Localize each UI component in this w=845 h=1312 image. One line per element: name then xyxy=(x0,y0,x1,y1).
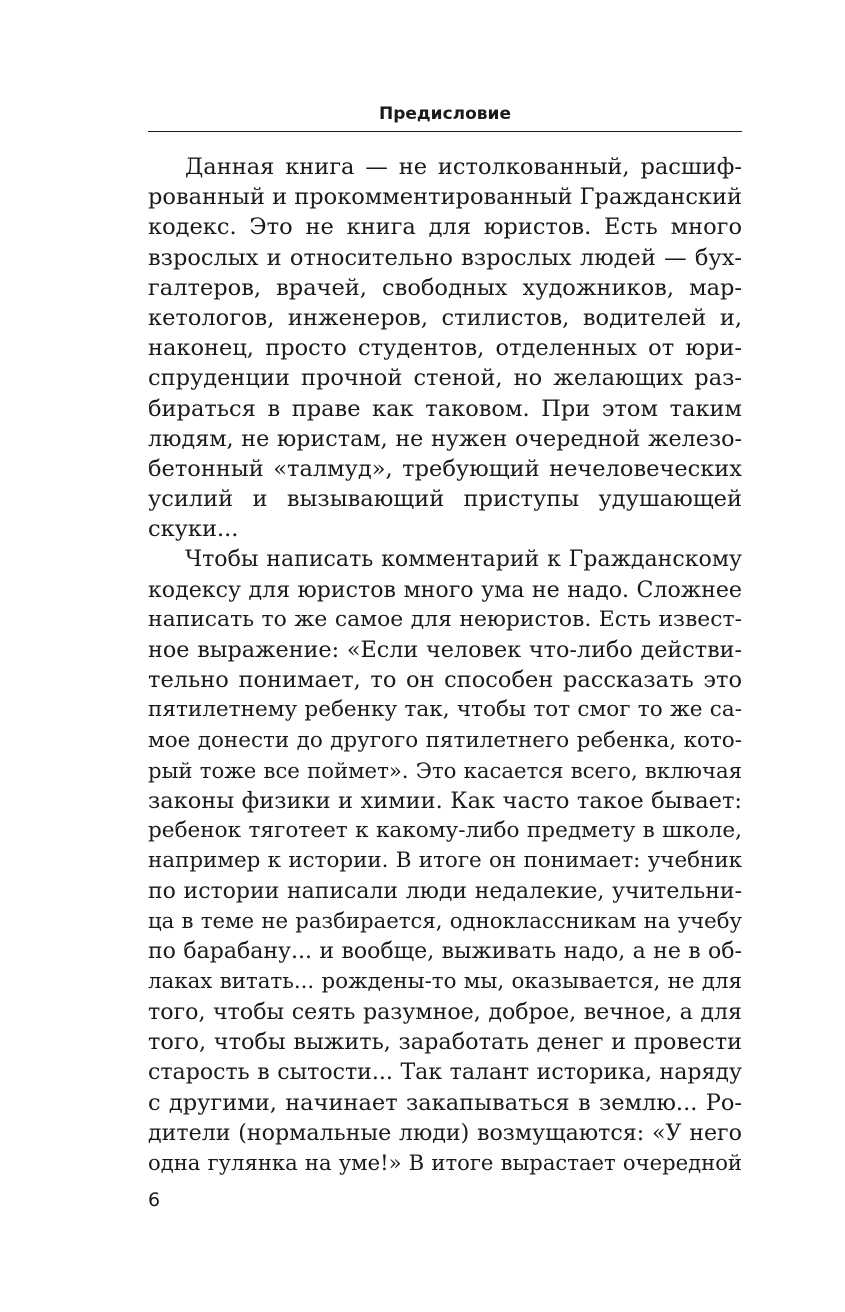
text-line: Данная книга — не истолкованный, расшиф- xyxy=(185,154,742,180)
text-line: написать то же самое для неюристов. Есть извест- xyxy=(148,606,742,632)
text-line: спруденции прочной стеной, но желающих раз- xyxy=(148,365,742,392)
text-line: Чтобы написать комментарий к Гражданскому xyxy=(185,546,742,573)
text-line: по барабану... и вообще, выживать надо, а не в об- xyxy=(148,938,742,964)
text-line: дители (нормальные люди) возмущаются: «У него xyxy=(148,1120,742,1146)
text-line: наконец, просто студентов, отделенных от юри- xyxy=(148,335,742,362)
text-line: ца в теме не разбирается, одноклассникам на учебу xyxy=(148,908,742,934)
text-line: взрослых и относительно взрослых людей — бух- xyxy=(148,244,742,271)
text-line: по истории написали люди недалекие, учительни- xyxy=(148,878,742,904)
text-line: рый тоже все поймет». Это касается всего, включая xyxy=(148,757,742,783)
text-line: кодекс. Это не книга для юристов. Есть много xyxy=(148,214,742,241)
body-text xyxy=(148,152,742,1178)
text-line: тельно понимает, то он способен рассказать это xyxy=(148,667,742,694)
text-line: ное выражение: «Если человек что-либо действи- xyxy=(148,637,742,663)
text-line: законы физики и химии. Как часто такое бывает: xyxy=(148,787,742,814)
text-line: того, чтобы сеять разумное, доброе, вечное, а для xyxy=(148,999,742,1026)
text-line: того, чтобы выжить, заработать денег и провести xyxy=(148,1029,742,1056)
text-line: галтеров, врачей, свободных художников, мар- xyxy=(148,274,742,301)
page-number: 6 xyxy=(148,1189,161,1211)
text-line: кетологов, инженеров, стилистов, водителей и, xyxy=(148,304,742,331)
text-line: пятилетнему ребенку так, чтобы тот смог то же са- xyxy=(148,697,742,723)
text-line: бетонный «талмуд», требующий нечеловеческих xyxy=(148,455,742,482)
text-line: скуки... xyxy=(148,516,239,543)
text-line: рованный и прокомментированный Гражданский xyxy=(148,184,742,211)
text-line: бираться в праве как таковом. При этом таким xyxy=(148,395,742,422)
text-line: с другими, начинает закапываться в землю... Ро- xyxy=(148,1089,742,1116)
text-line: людям, не юристам, не нужен очередной железо- xyxy=(148,425,742,452)
text-line: старость в сытости... Так талант историка, наряду xyxy=(148,1059,742,1085)
text-line: одна гулянка на уме!» В итоге вырастает очередной xyxy=(148,1150,742,1176)
text-line: кодексу для юристов много ума не надо. Сложнее xyxy=(148,576,742,603)
header-divider xyxy=(148,131,742,132)
text-line: мое донести до другого пятилетнего ребенка, кото- xyxy=(148,727,742,753)
text-line: ребенок тяготеет к какому-либо предмету в школе, xyxy=(148,818,742,844)
text-line: например к истории. В итоге он понимает: учебник xyxy=(148,848,742,874)
text-line: лаках витать... рождены-то мы, оказывается, не для xyxy=(148,969,742,995)
text-line: усилий и вызывающий приступы удушающей xyxy=(148,486,742,513)
running-header-title: Предисловие xyxy=(379,104,511,124)
